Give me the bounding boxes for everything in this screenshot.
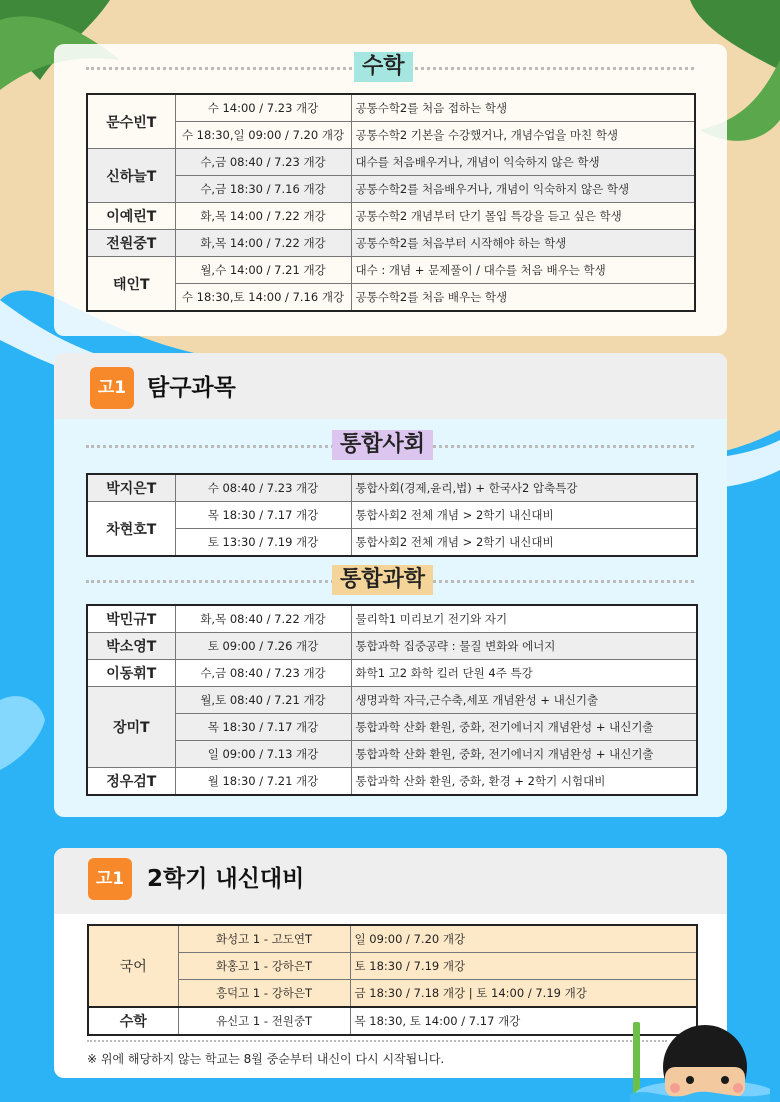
table-row — [87, 149, 695, 176]
teacher-name: 장미T — [87, 687, 175, 768]
class-desc: 통합사회2 전체 개념 > 2학기 내신대비 — [351, 529, 697, 557]
inquiry-header — [54, 353, 727, 419]
class-time: 수 14:00 / 7.23 개강 — [175, 94, 351, 122]
table-row — [88, 925, 697, 953]
class-desc: 공통수학2 개념부터 단기 몰입 특강을 듣고 싶은 학생 — [351, 203, 695, 230]
class-desc: 공통수학2를 처음부터 시작해야 하는 학생 — [351, 230, 695, 257]
exam-card — [54, 848, 727, 1078]
table-row — [87, 660, 697, 687]
math-table — [86, 93, 696, 312]
class-desc: 통합사회2 전체 개념 > 2학기 내신대비 — [351, 502, 697, 529]
class-time: 월 18:30 / 7.21 개강 — [175, 768, 351, 796]
school-teacher: 흥덕고 1 - 강하은T — [178, 980, 350, 1008]
teacher-name: 문수빈T — [87, 94, 175, 149]
teacher-name: 태인T — [87, 257, 175, 312]
table-row — [87, 605, 697, 633]
teacher-name: 박지은T — [87, 474, 175, 502]
table-row — [87, 714, 697, 741]
class-time: 일 09:00 / 7.13 개강 — [175, 741, 351, 768]
footnote: ※ 위에 해당하지 않는 학교는 8월 중순부터 내신이 다시 시작됩니다. — [87, 1052, 445, 1066]
table-row — [88, 980, 697, 1008]
school-teacher: 화성고 1 - 고도연T — [178, 925, 350, 953]
table-row — [87, 94, 695, 122]
table-row — [87, 768, 697, 796]
class-time: 토 13:30 / 7.19 개강 — [175, 529, 351, 557]
class-desc: 통합사회(경제,윤리,법) + 한국사2 압축특강 — [351, 474, 697, 502]
teacher-name: 전원중T — [87, 230, 175, 257]
math-card — [54, 44, 727, 336]
class-time: 수,금 08:40 / 7.23 개강 — [175, 149, 351, 176]
table-row — [87, 203, 695, 230]
social-title: 통합사회 — [332, 430, 433, 460]
table-row — [87, 176, 695, 203]
exam-divider — [87, 1040, 667, 1042]
table-row — [87, 633, 697, 660]
table-row — [87, 529, 697, 557]
class-time: 금 18:30 / 7.18 개강 | 토 14:00 / 7.19 개강 — [350, 980, 697, 1008]
class-time: 목 18:30 / 7.17 개강 — [175, 502, 351, 529]
school-teacher: 유신고 1 - 전원중T — [178, 1007, 350, 1035]
table-row — [87, 122, 695, 149]
class-desc: 공통수학2를 처음 접하는 학생 — [351, 94, 695, 122]
class-time: 토 18:30 / 7.19 개강 — [350, 953, 697, 980]
class-time: 화,목 14:00 / 7.22 개강 — [175, 203, 351, 230]
class-desc: 공통수학2를 처음배우거나, 개념이 익숙하지 않은 학생 — [351, 176, 695, 203]
table-row — [87, 284, 695, 312]
class-desc: 공통수학2를 처음 배우는 학생 — [351, 284, 695, 312]
class-time: 토 09:00 / 7.26 개강 — [175, 633, 351, 660]
class-time: 월,토 08:40 / 7.21 개강 — [175, 687, 351, 714]
exam-table — [87, 924, 698, 1036]
class-time: 수,금 18:30 / 7.16 개강 — [175, 176, 351, 203]
splash-icon — [0, 696, 45, 770]
math-title: 수학 — [354, 52, 413, 82]
science-table — [86, 604, 698, 796]
class-time: 월,수 14:00 / 7.21 개강 — [175, 257, 351, 284]
exam-header — [54, 848, 727, 914]
class-desc: 통합과학 산화 환원, 중화, 전기에너지 개념완성 + 내신기출 — [351, 714, 697, 741]
class-time: 화,목 14:00 / 7.22 개강 — [175, 230, 351, 257]
grade-badge: 고1 — [90, 367, 134, 409]
class-desc: 물리학1 미리보기 전기와 자기 — [351, 605, 697, 633]
table-row — [87, 230, 695, 257]
class-time: 수,금 08:40 / 7.23 개강 — [175, 660, 351, 687]
teacher-name: 이예린T — [87, 203, 175, 230]
teacher-name: 정우검T — [87, 768, 175, 796]
class-time: 화,목 08:40 / 7.22 개강 — [175, 605, 351, 633]
section-title: 2학기 내신대비 — [147, 866, 305, 892]
inquiry-card — [54, 353, 727, 817]
class-desc: 통합과학 산화 환원, 중화, 환경 + 2학기 시험대비 — [351, 768, 697, 796]
social-table — [86, 473, 698, 557]
class-desc: 통합과학 집중공략 : 물질 변화와 에너지 — [351, 633, 697, 660]
table-row — [87, 257, 695, 284]
school-teacher: 화홍고 1 - 강하은T — [178, 953, 350, 980]
class-desc: 통합과학 산화 환원, 중화, 전기에너지 개념완성 + 내신기출 — [351, 741, 697, 768]
grade-badge: 고1 — [88, 858, 132, 900]
class-desc: 화학1 고2 화학 킬러 단원 4주 특강 — [351, 660, 697, 687]
class-time: 목 18:30 / 7.17 개강 — [175, 714, 351, 741]
character-illustration — [630, 1012, 770, 1102]
class-desc: 대수 : 개념 + 문제풀이 / 대수를 처음 배우는 학생 — [351, 257, 695, 284]
table-row — [88, 1007, 697, 1035]
class-time: 수 08:40 / 7.23 개강 — [175, 474, 351, 502]
subject-name: 국어 — [88, 925, 178, 1007]
teacher-name: 신하늘T — [87, 149, 175, 203]
class-desc: 공통수학2 기본을 수강했거나, 개념수업을 마친 학생 — [351, 122, 695, 149]
teacher-name: 박민규T — [87, 605, 175, 633]
teacher-name: 이동휘T — [87, 660, 175, 687]
table-row — [87, 474, 697, 502]
table-row — [87, 741, 697, 768]
science-title: 통합과학 — [332, 565, 433, 595]
class-time: 목 18:30, 토 14:00 / 7.17 개강 — [350, 1007, 697, 1035]
teacher-name: 차현호T — [87, 502, 175, 557]
class-time: 일 09:00 / 7.20 개강 — [350, 925, 697, 953]
class-time: 수 18:30,토 14:00 / 7.16 개강 — [175, 284, 351, 312]
subject-name: 수학 — [88, 1007, 178, 1035]
table-row — [87, 687, 697, 714]
table-row — [87, 502, 697, 529]
table-row — [88, 953, 697, 980]
class-desc: 생명과학 자극,근수축,세포 개념완성 + 내신기출 — [351, 687, 697, 714]
section-title: 탐구과목 — [147, 375, 236, 401]
class-desc: 대수를 처음배우거나, 개념이 익숙하지 않은 학생 — [351, 149, 695, 176]
teacher-name: 박소영T — [87, 633, 175, 660]
class-time: 수 18:30,일 09:00 / 7.20 개강 — [175, 122, 351, 149]
